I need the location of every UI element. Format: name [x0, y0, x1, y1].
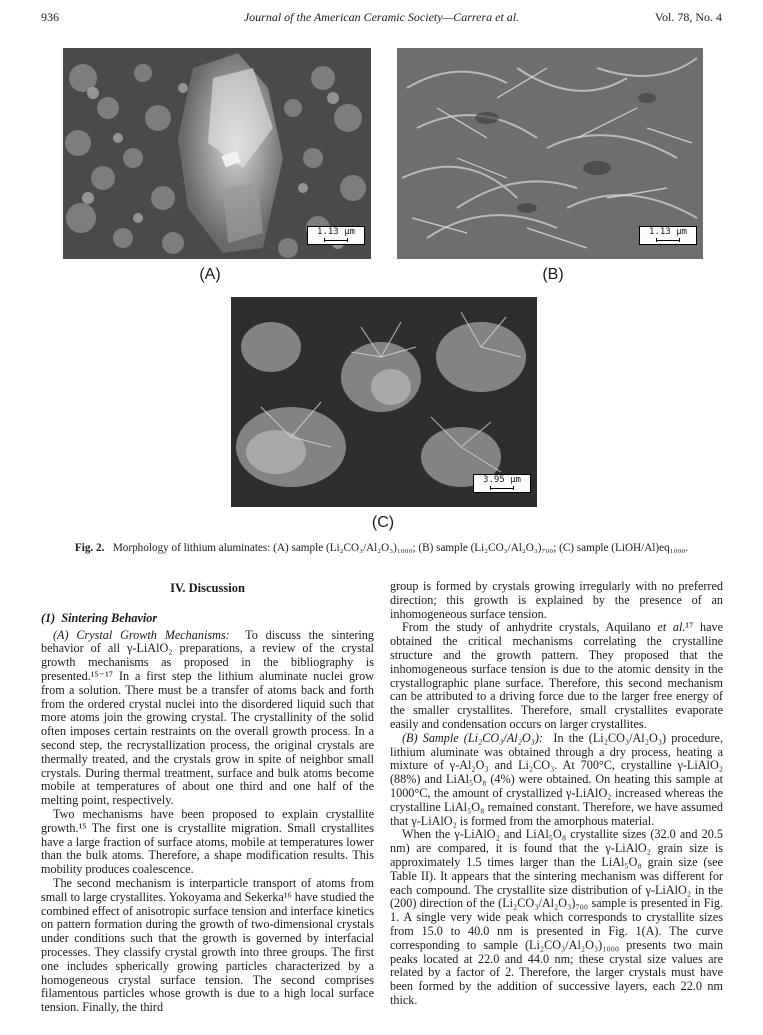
- section-heading: IV. Discussion: [170, 581, 245, 595]
- subsection-number: (1): [41, 610, 56, 625]
- paragraph: group is formed by crystals growing irregularly with no preferred direction; this growth is explained by the presence of an inhomogeneous surface tension.: [390, 579, 723, 621]
- paragraph: The second mechanism is interparticle transport of atoms from small to large crystallites. Yokoyama and Sekerka¹⁶ have studied the combined effect of anisotropic surface tension and interface kinetics on pattern formation during the growth of two-dimensional crystals under conditions such that the growth is governed by interfacial processes. They classify crystal growth into three groups. The first one includes spherically growing particles characterized by a homogeneous crystal surface tension. The second comprises filamentous particles whose growth is due to a high local surface tension. Finally, the third: [41, 875, 374, 1015]
- subsection-title: Sintering Behavior: [61, 610, 158, 625]
- figure-caption: [40, 542, 723, 555]
- paragraph: From the study of anhydrite crystals, Aquilano et al.¹⁷ have obtained the critical mechanisms correlating the crystalline structure and the growth pattern. They proposed that the inhomogeneous surface tension is due to the atomic density in the crystallographic plane surface. Therefore, this second mechanism can be attributed to a driving force due to the larger free energy of the smaller crystallites. Therefore, small crystallites evaporate easily and condensation occurs on larger crystallites.: [390, 620, 723, 731]
- text-column-left: [41, 580, 374, 1015]
- micrograph-b: [397, 48, 703, 259]
- micrograph-a: [63, 48, 371, 259]
- figure-caption-text: Morphology of lithium aluminates: (A) sample (Li₂CO₃/Al₂O₃)₁₀₀₀; (B) sample (Li₂CO₃/Al₂O₃)₇₀₀; (C) sample (LiOH/Al)eq₁₀₀₀.: [112, 542, 689, 554]
- page-number: 936: [41, 10, 59, 24]
- scale-bar-b: 1.13 µm: [639, 226, 697, 245]
- micrograph-c: [231, 297, 537, 507]
- panel-label-c: (C): [371, 514, 395, 531]
- paragraph: (B) Sample (Li₂CO₃/Al₂O₃): In the (Li₂CO₃/Al₂O₃) procedure, lithium aluminate was obtained through a dry process, heating a mixture of γ-Al₂O₃ and Li₂CO₃. At 700°C, crystalline γ-LiAlO₂ (88%) and LiAl₅O₈ (4%) were obtained. On heating this sample at 1000°C, the amount of crystallized γ-LiAlO₂ increased whereas the crystalline LiAl₅O₈ remained constant. Therefore, we have assumed that γ-LiAlO₂ is formed from the amorphous material.: [390, 730, 723, 828]
- figure-label: Fig. 2.: [74, 542, 105, 554]
- panel-label-a: (A): [199, 266, 221, 283]
- volume-issue: Vol. 78, No. 4: [654, 10, 722, 24]
- panel-label-b: (B): [542, 266, 564, 283]
- paragraph: (A) Crystal Growth Mechanisms: To discuss the sintering behavior of all γ-LiAlO₂ preparations, a review of the crystal growth mechanisms as proposed in the bibliography is presented.¹⁵⁻¹⁷ In a first step the lithium aluminate nuclei grow from a solution. There must be a transfer of atoms back and forth from the ordered crystal nuclei into the disordered liquid such that more atoms join the growing crystal. The crystallinity of the solid often imposes certain restraints on the overall growth process. In a second step, the recrystallization process, the original crystals are thermally treated, and the crystals grow in spite of neighbor small crystals. During thermal treatment, surface and bulk atoms become mobile at temperatures of about one third and one half of the melting point, respectively.: [41, 627, 374, 808]
- subsection-heading: [41, 612, 374, 626]
- runin-heading-b: (B) Sample (Li₂CO₃/Al₂O₃):: [402, 730, 544, 745]
- scale-bar-a: 1.13 µm: [307, 226, 365, 245]
- running-head-journal: Journal of the American Ceramic Society—Carrera et al.: [243, 10, 520, 24]
- scale-bar-c: 3.95 µm: [473, 474, 531, 493]
- runin-heading-a: (A) Crystal Growth Mechanisms:: [53, 627, 230, 642]
- paragraph: When the γ-LiAlO₂ and LiAl₅O₈ crystallite sizes (32.0 and 20.5 nm) are compared, it is found that the γ-LiAlO₂ grain size is approximately 1.5 times larger than the LiAl₅O₈ grain size (see Table II). It appears that the sintering mechanism was different for each compound. The crystallite size distribution of γ-LiAlO₂ in the (200) direction of the (Li₂CO₃/Al₂O₃)₇₀₀ sample is presented in Fig. 1. A single very wide peak which corresponds to crystallite sizes from 15.0 to 40.0 nm is presented in Fig. 1(A). The curve corresponding to sample (Li₂CO₃/Al₂O₃)₁₀₀₀ presents two main peaks located at 22.0 and 44.0 nm; these crystal size values are related by a factor of 2. Therefore, the larger crystals must have been formed by the addition of successive layers, each 22.0 nm thick.: [390, 827, 723, 1007]
- paragraph: Two mechanisms have been proposed to explain crystallite growth.¹⁵ The first one is crystallite migration. Small crystallites have a large fraction of surface atoms, mobile at temperatures lower than the bulk atoms. Therefore, a shape modification results. This mobility produces coalescence.: [41, 806, 374, 877]
- text-column-right: [390, 580, 723, 1008]
